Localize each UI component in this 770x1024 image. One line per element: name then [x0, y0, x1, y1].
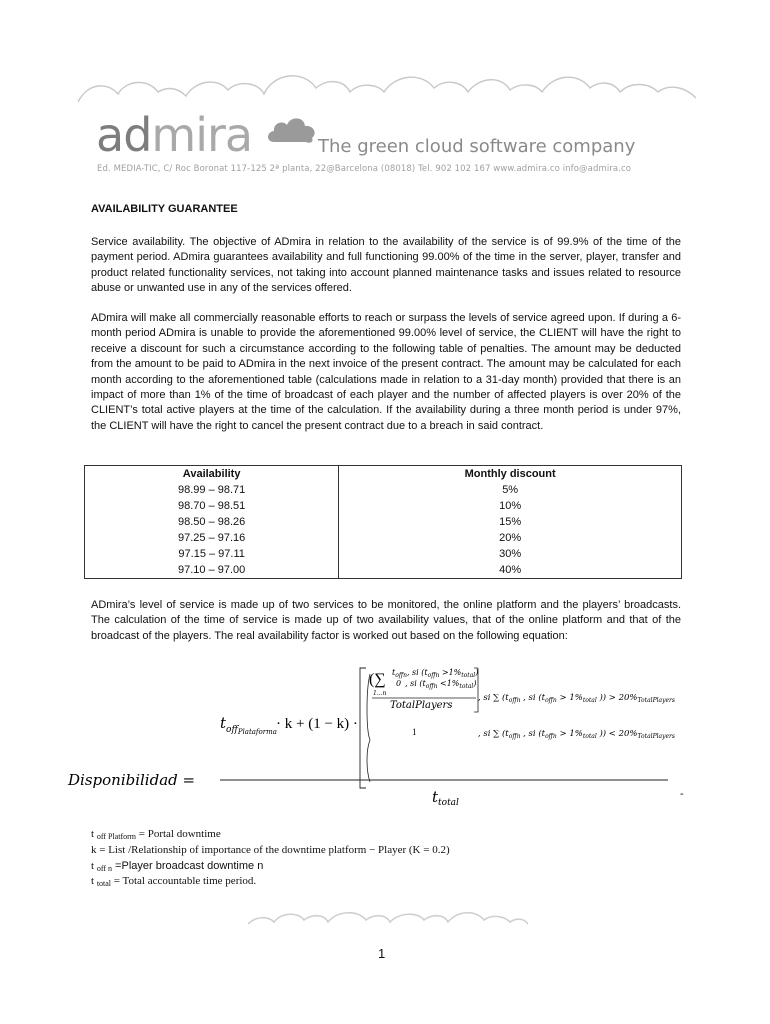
table-row [85, 498, 682, 514]
cell-availability: 98.70 – 98.51 [85, 498, 339, 514]
logo-ad: ad [96, 108, 152, 162]
equation-lhs: Disponibilidad = [68, 771, 196, 789]
section-heading: AVAILABILITY GUARANTEE [91, 203, 238, 215]
tagline: The green cloud software company [318, 136, 636, 157]
trailing-dash: - [680, 788, 684, 800]
table-row [85, 546, 682, 562]
sigma-symbol: (∑ [369, 671, 386, 688]
def-sub: total [96, 879, 112, 888]
paragraph-service-availability: Service availability. The objective of ADmira in relation to the availability of the service is of 99.9% of the time of the payment period. ADmira guarantees availability and full functioning 99.00% of the time in the server, player, transfer and product related functionality services, not taking into account planned maintenance tasks and issues related to resource abuse or unwanted use in any of the services offered. [91, 236, 681, 295]
cell-availability: 98.99 – 98.71 [85, 482, 339, 498]
logo-mira: mira [151, 108, 253, 162]
case-one-value: 1 [412, 727, 417, 737]
sum-range: 1...n [373, 690, 387, 697]
cell-discount: 20% [339, 530, 682, 546]
cell-discount: 30% [339, 546, 682, 562]
header-availability: Availability [85, 466, 339, 483]
definition-t-off-platform [91, 828, 221, 841]
total-players-denominator: TotalPlayers [390, 700, 453, 711]
def-text: = Portal downtime [136, 828, 221, 840]
sum-term-zero: 0 , si $(t_{offn} <1\%_{total})$ [396, 679, 477, 690]
table-row [85, 562, 682, 579]
availability-equation [60, 660, 700, 810]
cell-availability: 97.15 – 97.11 [85, 546, 339, 562]
table-row [85, 514, 682, 530]
t-off-plataforma: $t_{off}Plataforma$ [220, 714, 277, 736]
cell-discount: 10% [339, 498, 682, 514]
def-sub: off n [96, 864, 112, 873]
def-t: t [91, 875, 95, 887]
def-text: = Total accountable time period. [111, 875, 257, 887]
table-row [85, 482, 682, 498]
cell-availability: 97.10 – 97.00 [85, 562, 339, 579]
k-weight-expression: · k + (1 − k) · [276, 716, 358, 732]
table-header-row [85, 466, 682, 483]
definition-t-total [91, 875, 256, 888]
piecewise-brace [367, 674, 370, 782]
def-t: t [91, 860, 95, 872]
def-text: =Player broadcast downtime n [112, 860, 264, 872]
admira-logo [96, 108, 253, 162]
definition-t-off-n [91, 860, 263, 873]
case-condition-1: , si ∑ ($t_{offn}$ , si ($t_{offn} > 1\%_{total}$ )) > $20\%_{TotalPlayers}$ [478, 693, 675, 704]
penalty-table [84, 465, 682, 579]
paragraph-commercial-efforts: ADmira will make all commercially reasonable efforts to reach or surpass the levels of service agreed upon. If during a 6-month period ADmira is unable to provide the aforementioned 99.00% level of service, the CLIENT will have the right to receive a discount for such a circumstance according to the following table of penalties. The amount may be deducted from the amount to be paid to ADmira in the next invoice of the present contract. The amount may be calculated for each month according to the aforementioned table (calculations made in relation to a 31-day month) provided that there is an impact of more than 1% of the time of broadcast of each player and the number of affected players is over 20% of the CLIENT’s total active players at the time of the calculation. If the availability during a three month period is under 97%, the CLIENT will have the right to cancel the present contract due to a breach in said contract. [91, 312, 681, 432]
cell-availability: 97.25 – 97.16 [85, 530, 339, 546]
company-address: Ed. MEDIA-TIC, C/ Roc Boronat 117-125 2ª planta, 22@Barcelona (08018) Tel. 902 102 167 www.admira.co info@admira.co [97, 164, 632, 174]
cell-availability: 98.50 – 98.26 [85, 514, 339, 530]
paragraph-service-level: ADmira’s level of service is made up of two services to be monitored, the online platform and the players’ broadcasts. The calculation of the time of service is made up of two availability values, that of the online platform and that of the broadcast of the players. The real availability factor is worked out based on the following equation: [91, 599, 681, 642]
decorative-cloud-border-top [78, 62, 698, 112]
cell-discount: 40% [339, 562, 682, 579]
case-condition-2: , si ∑ ($t_{offn}$ , si ($t_{offn} > 1\%_{total}$ )) < $20\%_{TotalPlayers}$ [478, 729, 675, 740]
page-number: 1 [378, 946, 386, 961]
definition-k: k = List /Relationship of importance of the downtime platform − Player (K = 0.2) [91, 844, 450, 856]
cell-discount: 15% [339, 514, 682, 530]
t-total-denominator: $t_{total}$ [432, 788, 459, 808]
cell-discount: 5% [339, 482, 682, 498]
def-sub: off Platform [96, 832, 136, 841]
decorative-cloud-border-bottom [248, 906, 528, 930]
piecewise-left-bracket [360, 668, 366, 788]
cloud-icon [266, 114, 318, 146]
header-monthly-discount: Monthly discount [339, 466, 682, 483]
sum-term-1: $t_{offn}$, si $(t_{offn} >1\%_{total})$ [392, 668, 479, 679]
def-t: t [91, 828, 95, 840]
table-row [85, 530, 682, 546]
